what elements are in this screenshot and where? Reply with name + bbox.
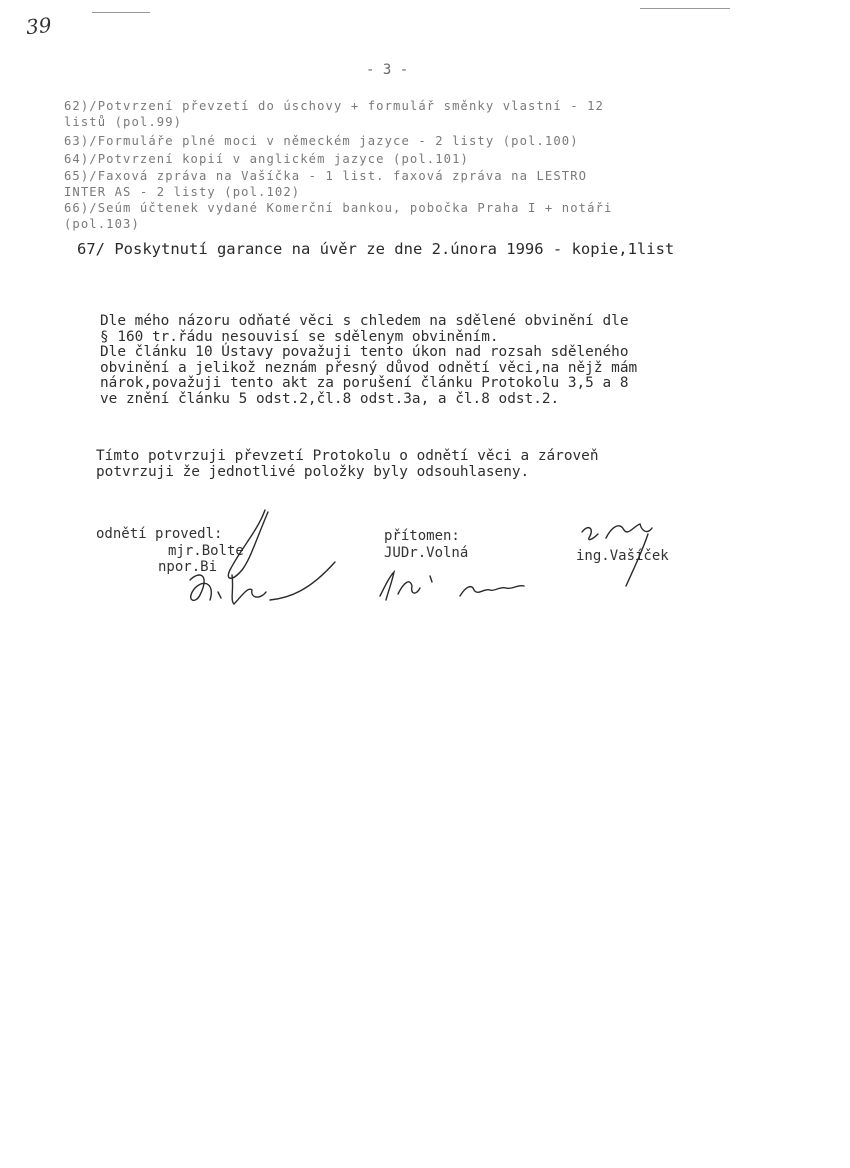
handwritten-signature-left: [170, 500, 350, 615]
present-label: přítomen:: [384, 528, 460, 544]
signatory-name: ing.Vašíček: [576, 548, 669, 564]
performed-by-name-2: npor.Bi: [158, 559, 218, 575]
performed-by-name-1: mjr.Bolte: [168, 543, 244, 559]
handwritten-signature-middle: [374, 566, 534, 606]
performed-by-label: odnětí provedl:: [96, 526, 223, 542]
paragraph-confirmation: Tímto potvrzuji převzetí Protokolu o odnětí věci a zároveň potvrzuji že jednotlivé položky byly odsouhlaseny.: [96, 448, 599, 480]
scan-artifact: [92, 12, 150, 13]
paragraph-opinion: Dle mého názoru odňaté věci s chledem na sdělené obvinění dle § 160 tr.řádu nesouvisí se sdělenym obviněním. Dle článku 10 Ústavy považuji tento úkon nad rozsah sděleného obvinění a jelikož neznám přesný důvod odnětí věci,na nějž mám nárok,považuji tento akt za porušení článku Protokolu 3,5 a 8 ve znění článku 5 odst.2,čl.8 odst.3a, a čl.8 odst.2.: [100, 313, 638, 407]
folio-number: 39: [24, 12, 53, 40]
page-number: - 3 -: [366, 62, 409, 78]
list-item: 64)/Potvrzení kopií v anglickém jazyce (pol.101): [64, 152, 469, 166]
list-item: 62)/Potvrzení převzetí do úschovy + formulář směnky vlastní - 12 listů (pol.99): [64, 99, 604, 129]
list-item: 66)/Seúm účtenek vydané Komerční bankou, pobočka Praha I + notáři (pol.103): [64, 201, 613, 231]
handwritten-signature-right: [576, 514, 666, 594]
list-item: 63)/Formuláře plné moci v německém jazyce - 2 listy (pol.100): [64, 134, 579, 148]
scan-artifact: [640, 8, 730, 9]
list-item: 65)/Faxová zpráva na Vašíčka - 1 list. faxová zpráva na LESTRO INTER AS - 2 listy (pol.102): [64, 169, 588, 199]
present-name: JUDr.Volná: [384, 545, 469, 561]
list-item-67: 67/ Poskytnutí garance na úvěr ze dne 2.února 1996 - kopie,1list: [77, 240, 675, 258]
